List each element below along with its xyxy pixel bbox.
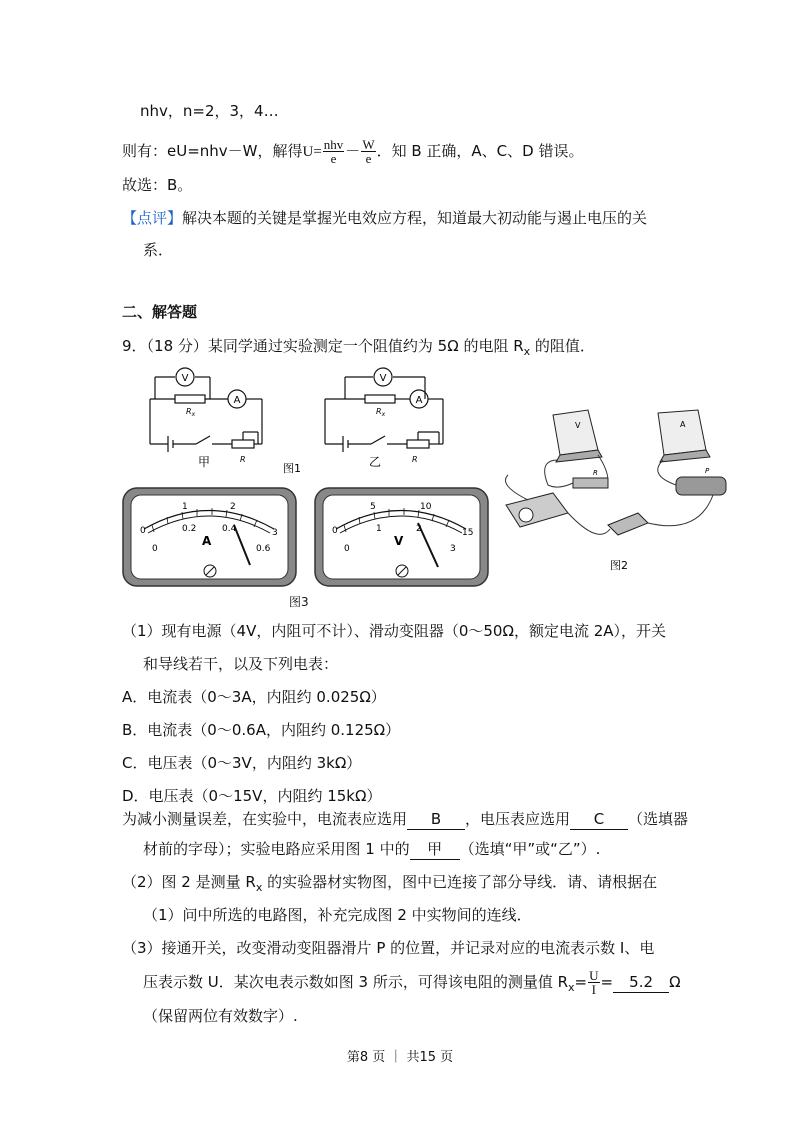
comment-tag: 【点评】 [122,209,183,227]
resistor-rx [175,395,205,403]
option-a: A．电流表（0～3A，内阻约 0.025Ω） [122,688,386,706]
comment-line-1 [122,208,647,228]
rheostat-r [232,440,254,448]
voltmeter-inner-3: 3 [450,544,456,554]
circuit-jia [150,368,262,452]
ammeter-outer-0: 0 [140,526,146,536]
part1-line-2: 和导线若干，以及下列电表： [143,655,339,673]
ammeter-dial [122,487,297,587]
photo-switch [608,513,648,535]
option-b: B．电流表（0～0.6A，内阻约 0.125Ω） [122,721,401,739]
yi-a-label: A [415,395,423,406]
answer-ammeter: B [407,809,465,830]
page-footer: 第8 页 ｜ 共15 页 [346,1050,454,1065]
switch-symbol [371,436,385,444]
answer-voltmeter: C [570,809,628,830]
ammeter-inner-2: 0.4 [222,524,237,534]
part3-line-2: 压表示数 U．某次电表示数如图 3 所示，可得该电阻的测量值 $R_x=$ $\frac{U}{I}$ = 5.2 Ω [143,968,681,997]
voltmeter-inner-2: 2 [416,524,422,534]
ammeter-outer-2: 2 [230,502,236,512]
photo-power-supply [506,493,568,527]
line2-u: U= [302,144,322,160]
voltmeter-outer-2: 10 [420,502,432,512]
jia-r-label: R [240,455,246,464]
comment-line-2: 系． [143,241,174,259]
solution-line-1: nhv，n=2，3，4… [140,102,279,120]
photo-v-label: V [575,421,581,430]
fraction-w-e: $\frac{W}{e}$ [362,137,375,166]
figure-2-label: 图2 [610,559,628,572]
option-d: D．电压表（0～15V，内阻约 15kΩ） [122,787,382,805]
part1-question: 为减小测量误差，在实验中，电流表应选用 B ，电压表应选用 C （选填器 [122,810,689,828]
fraction-nhv-e: $\frac{\text{nhv}}{e}$ [323,137,344,166]
jia-v-label: V [181,373,189,384]
question-9-stem: 9．（18 分）某同学通过实验测定一个阻值约为 5Ω 的电阻 $R_x$ 的阻值． [122,337,595,358]
voltmeter-outer-1: 5 [370,502,376,512]
ammeter-inner-1: 0.2 [182,524,197,534]
voltmeter-outer-3: 15 [462,528,474,538]
ammeter-letter: A [202,534,212,548]
jia-label: 甲 [197,455,211,469]
photo-r-label: R [593,469,598,477]
jia-rx-label: $R_x$ [186,407,196,418]
part3-line-1: （3）接通开关，改变滑动变阻器滑片 P 的位置，并记录对应的电流表示数 I、电 [122,939,655,957]
yi-v-label: V [379,373,387,384]
ammeter-inner-3: 0.6 [256,544,271,554]
part1-question-2: 材前的字母）；实验电路应采用图 1 中的 甲 （选填“甲”或“乙”）. [143,840,601,858]
voltmeter-letter: V [394,534,404,548]
part1-line-1: （1）现有电源（4V，内阻可不计）、滑动变阻器（0～50Ω，额定电流 2A），开关 [122,622,667,640]
part3-line-3: （保留两位有效数字）. [143,1007,298,1025]
photo-p-label: P [705,467,710,475]
figure-1-circuits [140,362,470,482]
answer-resistance: 5.2 [613,972,669,993]
ammeter-inner-0: 0 [152,544,158,554]
photo-ammeter [658,410,706,455]
line2-prefix: 则有：eU=nhv－W，解得 [122,142,303,160]
solution-line-2 [122,138,583,165]
figure-2-apparatus [498,405,730,575]
figure-3-label: 图3 [289,595,309,609]
ammeter-outer-3: 3 [272,528,278,538]
comment-text: 解决本题的关键是掌握光电效应方程，知道最大初动能与遏止电压的关 [182,209,648,227]
voltmeter-outer-0: 0 [332,526,338,536]
photo-rheostat [676,477,726,495]
figure-1-label: 图1 [283,462,301,475]
resistor-rx [365,395,395,403]
section-title: 二、解答题 [122,303,198,321]
photo-voltmeter [553,410,598,455]
yi-r-label: R [412,455,418,464]
jia-a-label: A [233,395,241,406]
yi-label: 乙 [368,455,382,469]
option-c: C．电压表（0～3V，内阻约 3kΩ） [122,754,362,772]
ammeter-outer-1: 1 [182,502,188,512]
solution-line-3: 故选：B。 [122,176,193,194]
voltmeter-inner-0: 0 [344,544,350,554]
switch-symbol [196,436,210,444]
rheostat-r [407,440,429,448]
photo-a-label: A [680,420,686,429]
part2-line-1: （2）图 2 是测量 $R_x$ 的实验器材实物图，图中已连接了部分导线．请、请根据在 [122,873,658,894]
line2-minus: － [345,142,361,160]
line2-suffix: ．知 B 正确，A、C、D 错误。 [376,142,584,160]
photo-resistor [573,478,608,488]
part2-line-2: （1）问中所选的电路图，补充完成图 2 中实物间的连线． [143,906,532,924]
yi-rx-label: $R_x$ [376,407,386,418]
voltmeter-inner-1: 1 [376,524,382,534]
fraction-u-i: $\frac{U}{I}$ [589,968,599,997]
answer-circuit: 甲 [410,839,460,860]
voltmeter-dial [314,487,489,587]
